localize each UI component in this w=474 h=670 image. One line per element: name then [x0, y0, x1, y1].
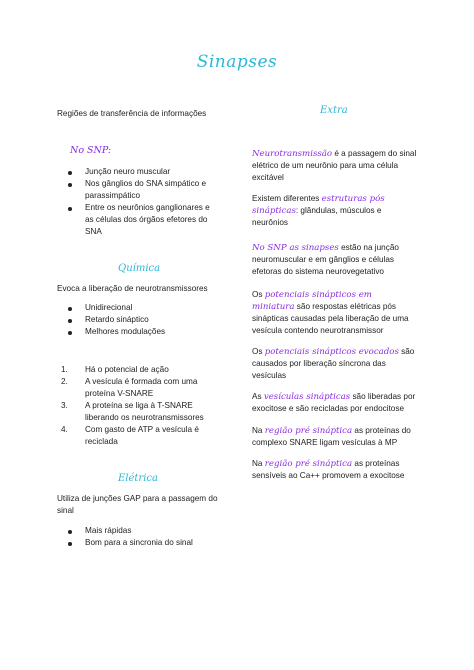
list-item: Retardo sináptico — [59, 314, 219, 326]
list-item: 1. Há o potencial de ação — [61, 365, 169, 374]
list-item: Junção neuro muscular — [59, 166, 219, 178]
list-item: Bom para a sincronia do sinal — [59, 537, 219, 549]
extra-heading: Extra — [320, 105, 348, 116]
list-item: Entre os neurônios ganglionares e as células dos órgãos efetores do SNA — [59, 202, 219, 238]
extra-paragraph: Existem diferentes estruturas pós sinápticas: glândulas, músculos e neurônios — [252, 194, 385, 227]
eletrica-bullets — [59, 525, 219, 549]
extra-paragraph: Os potenciais sinápticos em miniatura são respostas elétricas pós sinápticas causadas pela liberação de uma vesícula contendo neurotransmissor — [252, 290, 409, 335]
quimica-intro: Evoca a liberação de neurotransmissores — [57, 284, 208, 293]
list-item: Unidirecional — [59, 302, 219, 314]
extra-paragraph: Na região pré sináptica as proteínas do complexo SNARE ligam vesículas à MP — [252, 426, 411, 447]
extra-paragraph: No SNP as sinapses estão na junção neuromuscular e em gânglios e células efetoras do sistema neurovegetativo — [252, 243, 399, 276]
intro-text: Regiões de transferência de informações — [57, 109, 207, 118]
eletrica-intro: Utiliza de junções GAP para a passagem do sinal — [57, 494, 218, 515]
list-item: Mais rápidas — [59, 525, 219, 537]
page-title: Sinapses — [196, 52, 278, 72]
list-item: Nos gânglios do SNA simpático e parassimpático — [59, 178, 219, 202]
list-item: 4. Com gasto de ATP a vesícula é reciclada — [61, 425, 199, 446]
extra-paragraph: As vesículas sinápticas são liberadas por exocitose e são recicladas por endocitose — [252, 392, 416, 413]
eletrica-heading: Elétrica — [118, 473, 158, 484]
list-item: 2. A vesícula é formada com uma proteína V-SNARE — [61, 377, 198, 398]
quimica-steps — [59, 364, 219, 448]
quimica-bullets — [59, 302, 219, 338]
extra-paragraph: Neurotransmissão é a passagem do sinal elétrico de um neurônio para uma célula excitável — [252, 149, 417, 182]
quimica-heading: Química — [118, 263, 161, 274]
list-item: Melhores modulações — [59, 326, 219, 338]
extra-paragraph: Os potenciais sinápticos evocados são causados por liberação síncrona das vesículas — [252, 347, 415, 380]
extra-paragraph: Na região pré sináptica as proteínas sensíveis ao Ca++ promovem a exocitose — [252, 459, 405, 480]
no-snp-list — [59, 166, 219, 238]
list-item: 3. A proteína se liga à T-SNARE liberando os neurotransmissores — [61, 401, 204, 422]
no-snp-heading: No SNP: — [70, 145, 112, 156]
